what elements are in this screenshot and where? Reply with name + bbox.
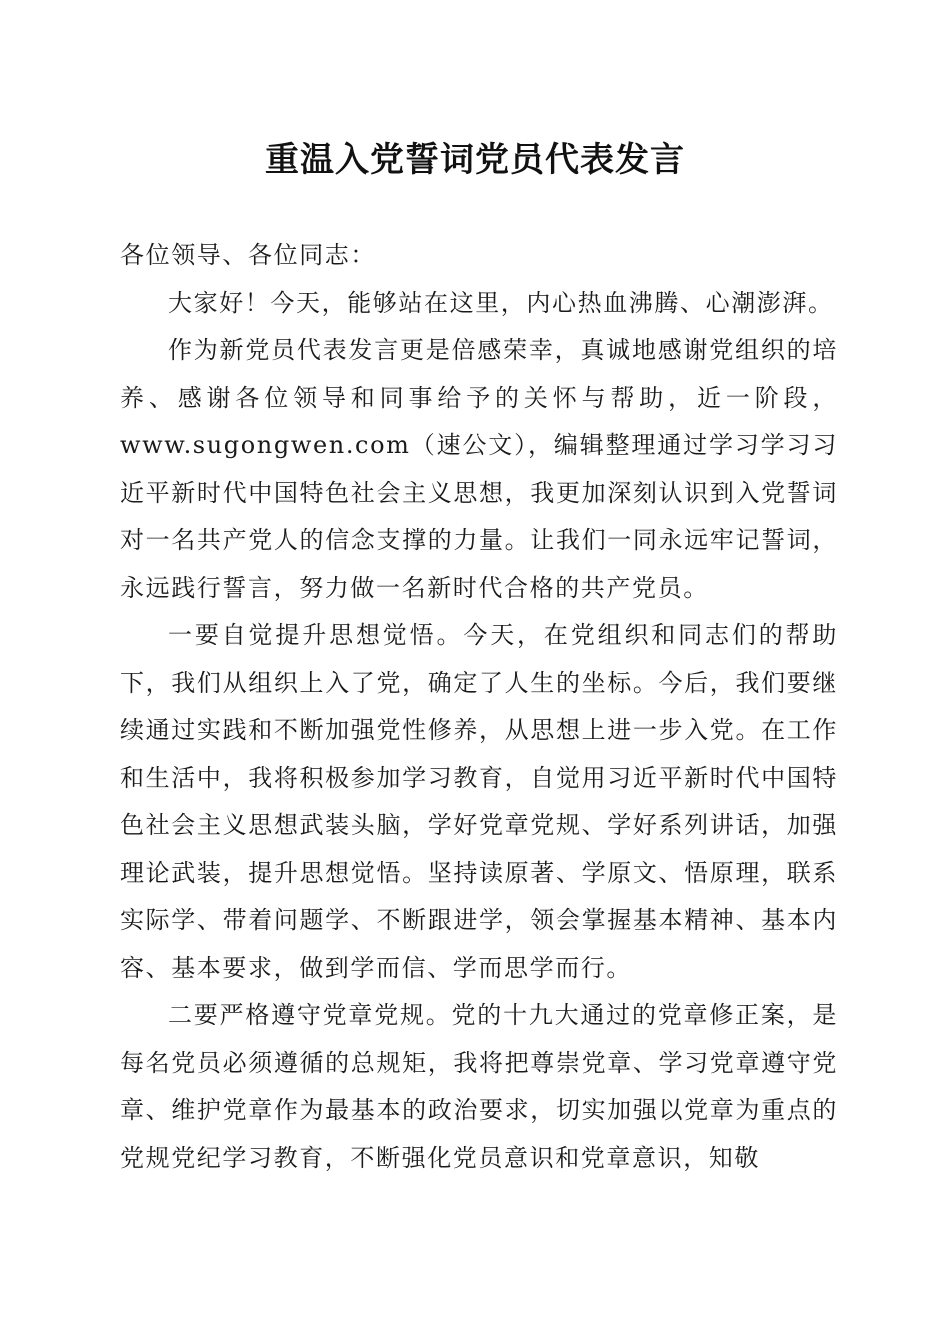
paragraph-point-two: 二要严格遵守党章党规。党的十九大通过的党章修正案，是每名党员必须遵循的总规矩，我将把尊崇党章、学习党章遵守党章、维护党章作为最基本的政治要求，切实加强以党章为重点的党规党纪学习教育，不断强化党员意识和党章意识，知敬 [120,1001,838,1172]
paragraph-greeting: 大家好！今天，能够站在这里，内心热血沸腾、心潮澎湃。 [168,288,834,317]
salutation: 各位领导、各位同志： [120,241,376,269]
document-body [120,232,838,1182]
paragraph-introduction: 作为新党员代表发言更是倍感荣幸，真诚地感谢党组织的培养、感谢各位领导和同事给予的关怀与帮助，近一阶段，www.sugongwen.com（速公文），编辑整理通过学习学习习近平新时代中国特色社会主义思想，我更加深刻认识到入党誓词对一名共产党人的信念支撑的力量。让我们一同永远牢记誓词，永远践行誓言，努力做一名新时代合格的共产党员。 [120,336,838,602]
document-title: 重温入党誓词党员代表发言 [265,140,685,180]
paragraph-point-one: 一要自觉提升思想觉悟。今天，在党组织和同志们的帮助下，我们从组织上入了党，确定了人生的坐标。今后，我们要继续通过实践和不断加强党性修养，从思想上进一步入党。在工作和生活中，我将积极参加学习教育，自觉用习近平新时代中国特色社会主义思想武装头脑，学好党章党规、学好系列讲话，加强理论武装，提升思想觉悟。坚持读原著、学原文、悟原理，联系实际学、带着问题学、不断跟进学，领会掌握基本精神、基本内容、基本要求，做到学而信、学而思学而行。 [120,621,838,982]
